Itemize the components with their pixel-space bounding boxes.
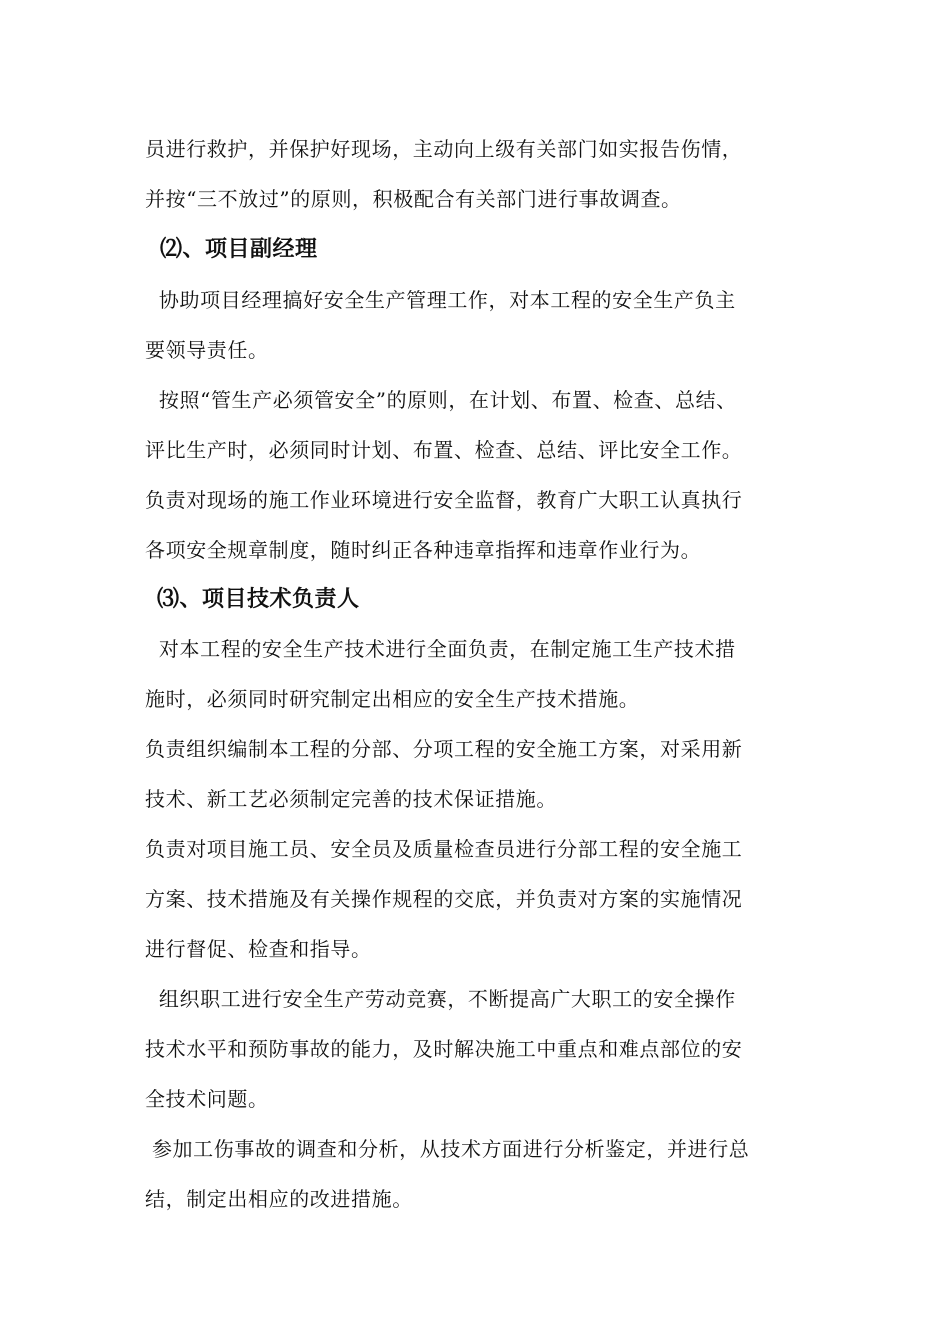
- paragraph-line: 结，制定出相应的改进措施。: [145, 1187, 413, 1211]
- section-heading-deputy-manager: ⑵、项目副经理: [160, 237, 318, 262]
- paragraph-line: 协助项目经理搞好安全生产管理工作，对本工程的安全生产负主: [145, 288, 736, 312]
- paragraph-line: 负责对项目施工员、安全员及质量检查员进行分部工程的安全施工: [145, 837, 743, 861]
- paragraph-line: 评比生产时，必须同时计划、布置、检查、总结、评比安全工作。: [145, 438, 743, 462]
- paragraph-line: 技术、新工艺必须制定完善的技术保证措施。: [145, 787, 557, 811]
- paragraph-line: 负责对现场的施工作业环境进行安全监督，教育广大职工认真执行: [145, 488, 743, 512]
- paragraph-line: 负责组织编制本工程的分部、分项工程的安全施工方案，对采用新: [145, 737, 743, 761]
- paragraph-line: 方案、技术措施及有关操作规程的交底，并负责对方案的实施情况: [145, 887, 743, 911]
- paragraph-line: 要领导责任。: [145, 338, 269, 362]
- paragraph-line: 技术水平和预防事故的能力，及时解决施工中重点和难点部位的安: [145, 1037, 743, 1061]
- paragraph-line: 参加工伤事故的调查和分析，从技术方面进行分析鉴定，并进行总: [145, 1137, 750, 1161]
- paragraph-line: 并按“三不放过”的原则，积极配合有关部门进行事故调查。: [145, 187, 682, 211]
- section-heading-technical-lead: ⑶、项目技术负责人: [157, 587, 360, 612]
- paragraph-line: 进行督促、检查和指导。: [145, 937, 372, 961]
- paragraph-line: 组织职工进行安全生产劳动竞赛，不断提高广大职工的安全操作: [145, 987, 736, 1011]
- paragraph-line: 员进行救护，并保护好现场，主动向上级有关部门如实报告伤情，: [145, 137, 743, 161]
- paragraph-line: 按照“管生产必须管安全”的原则，在计划、布置、检查、总结、: [145, 388, 737, 412]
- paragraph-line: 各项安全规章制度，随时纠正各种违章指挥和违章作业行为。: [145, 538, 702, 562]
- paragraph-line: 全技术问题。: [145, 1087, 269, 1111]
- paragraph-line: 施时，必须同时研究制定出相应的安全生产技术措施。: [145, 687, 640, 711]
- paragraph-line: 对本工程的安全生产技术进行全面负责，在制定施工生产技术措: [145, 637, 736, 661]
